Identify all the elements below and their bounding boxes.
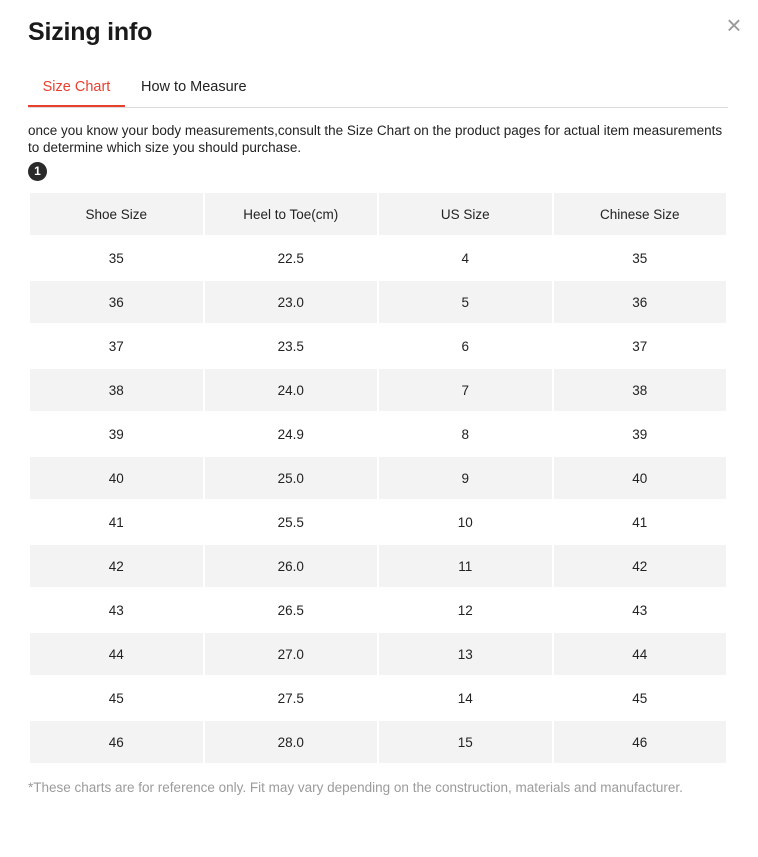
size-table-container xyxy=(28,191,728,765)
cell-shoe-size: 41 xyxy=(30,501,203,543)
tab-how-to-measure[interactable]: How to Measure xyxy=(141,79,247,95)
table-row xyxy=(30,677,726,719)
table-header-row xyxy=(30,193,726,235)
cell-chinese-size: 38 xyxy=(554,369,727,411)
cell-chinese-size: 37 xyxy=(554,325,727,367)
cell-chinese-size: 36 xyxy=(554,281,727,323)
cell-heel-to-toe: 27.0 xyxy=(205,633,378,675)
cell-us-size: 15 xyxy=(379,721,552,763)
table-row xyxy=(30,633,726,675)
column-header-heel-to-toe: Heel to Toe(cm) xyxy=(205,193,378,235)
cell-chinese-size: 43 xyxy=(554,589,727,631)
cell-shoe-size: 42 xyxy=(30,545,203,587)
column-header-us-size: US Size xyxy=(379,193,552,235)
cell-heel-to-toe: 24.9 xyxy=(205,413,378,455)
size-chart-description: once you know your body measurements,consult the Size Chart on the product pages for actual item measurements to determine which size you should purchase. xyxy=(28,123,723,155)
cell-heel-to-toe: 26.0 xyxy=(205,545,378,587)
cell-heel-to-toe: 27.5 xyxy=(205,677,378,719)
step-number-badge: 1 xyxy=(28,162,47,181)
table-row xyxy=(30,457,726,499)
cell-us-size: 10 xyxy=(379,501,552,543)
table-row xyxy=(30,545,726,587)
table-body xyxy=(30,237,726,763)
cell-shoe-size: 46 xyxy=(30,721,203,763)
cell-us-size: 11 xyxy=(379,545,552,587)
cell-shoe-size: 36 xyxy=(30,281,203,323)
cell-shoe-size: 35 xyxy=(30,237,203,279)
cell-heel-to-toe: 22.5 xyxy=(205,237,378,279)
cell-chinese-size: 46 xyxy=(554,721,727,763)
cell-chinese-size: 35 xyxy=(554,237,727,279)
table-row xyxy=(30,413,726,455)
cell-shoe-size: 44 xyxy=(30,633,203,675)
cell-us-size: 6 xyxy=(379,325,552,367)
cell-us-size: 14 xyxy=(379,677,552,719)
cell-us-size: 4 xyxy=(379,237,552,279)
table-row xyxy=(30,325,726,367)
column-header-chinese-size: Chinese Size xyxy=(554,193,727,235)
cell-us-size: 5 xyxy=(379,281,552,323)
cell-us-size: 8 xyxy=(379,413,552,455)
table-row xyxy=(30,369,726,411)
table-row xyxy=(30,589,726,631)
cell-shoe-size: 38 xyxy=(30,369,203,411)
cell-chinese-size: 41 xyxy=(554,501,727,543)
cell-chinese-size: 45 xyxy=(554,677,727,719)
tab-bar xyxy=(28,70,728,108)
column-header-shoe-size: Shoe Size xyxy=(30,193,203,235)
cell-heel-to-toe: 25.0 xyxy=(205,457,378,499)
cell-heel-to-toe: 23.5 xyxy=(205,325,378,367)
cell-heel-to-toe: 28.0 xyxy=(205,721,378,763)
cell-chinese-size: 42 xyxy=(554,545,727,587)
table-row xyxy=(30,237,726,279)
close-icon[interactable]: × xyxy=(726,10,742,40)
cell-shoe-size: 43 xyxy=(30,589,203,631)
cell-shoe-size: 39 xyxy=(30,413,203,455)
cell-chinese-size: 39 xyxy=(554,413,727,455)
cell-chinese-size: 44 xyxy=(554,633,727,675)
tab-size-chart[interactable]: Size Chart xyxy=(28,70,125,107)
table-row xyxy=(30,721,726,763)
cell-heel-to-toe: 23.0 xyxy=(205,281,378,323)
cell-heel-to-toe: 26.5 xyxy=(205,589,378,631)
cell-shoe-size: 37 xyxy=(30,325,203,367)
cell-us-size: 13 xyxy=(379,633,552,675)
cell-chinese-size: 40 xyxy=(554,457,727,499)
reference-footnote: *These charts are for reference only. Fit may vary depending on the construction, materials and manufacturer. xyxy=(28,780,683,795)
dialog-title: Sizing info xyxy=(28,18,153,46)
cell-us-size: 12 xyxy=(379,589,552,631)
table-row xyxy=(30,281,726,323)
cell-heel-to-toe: 25.5 xyxy=(205,501,378,543)
cell-shoe-size: 40 xyxy=(30,457,203,499)
table-row xyxy=(30,501,726,543)
size-table xyxy=(28,191,728,765)
cell-us-size: 7 xyxy=(379,369,552,411)
cell-heel-to-toe: 24.0 xyxy=(205,369,378,411)
cell-us-size: 9 xyxy=(379,457,552,499)
cell-shoe-size: 45 xyxy=(30,677,203,719)
